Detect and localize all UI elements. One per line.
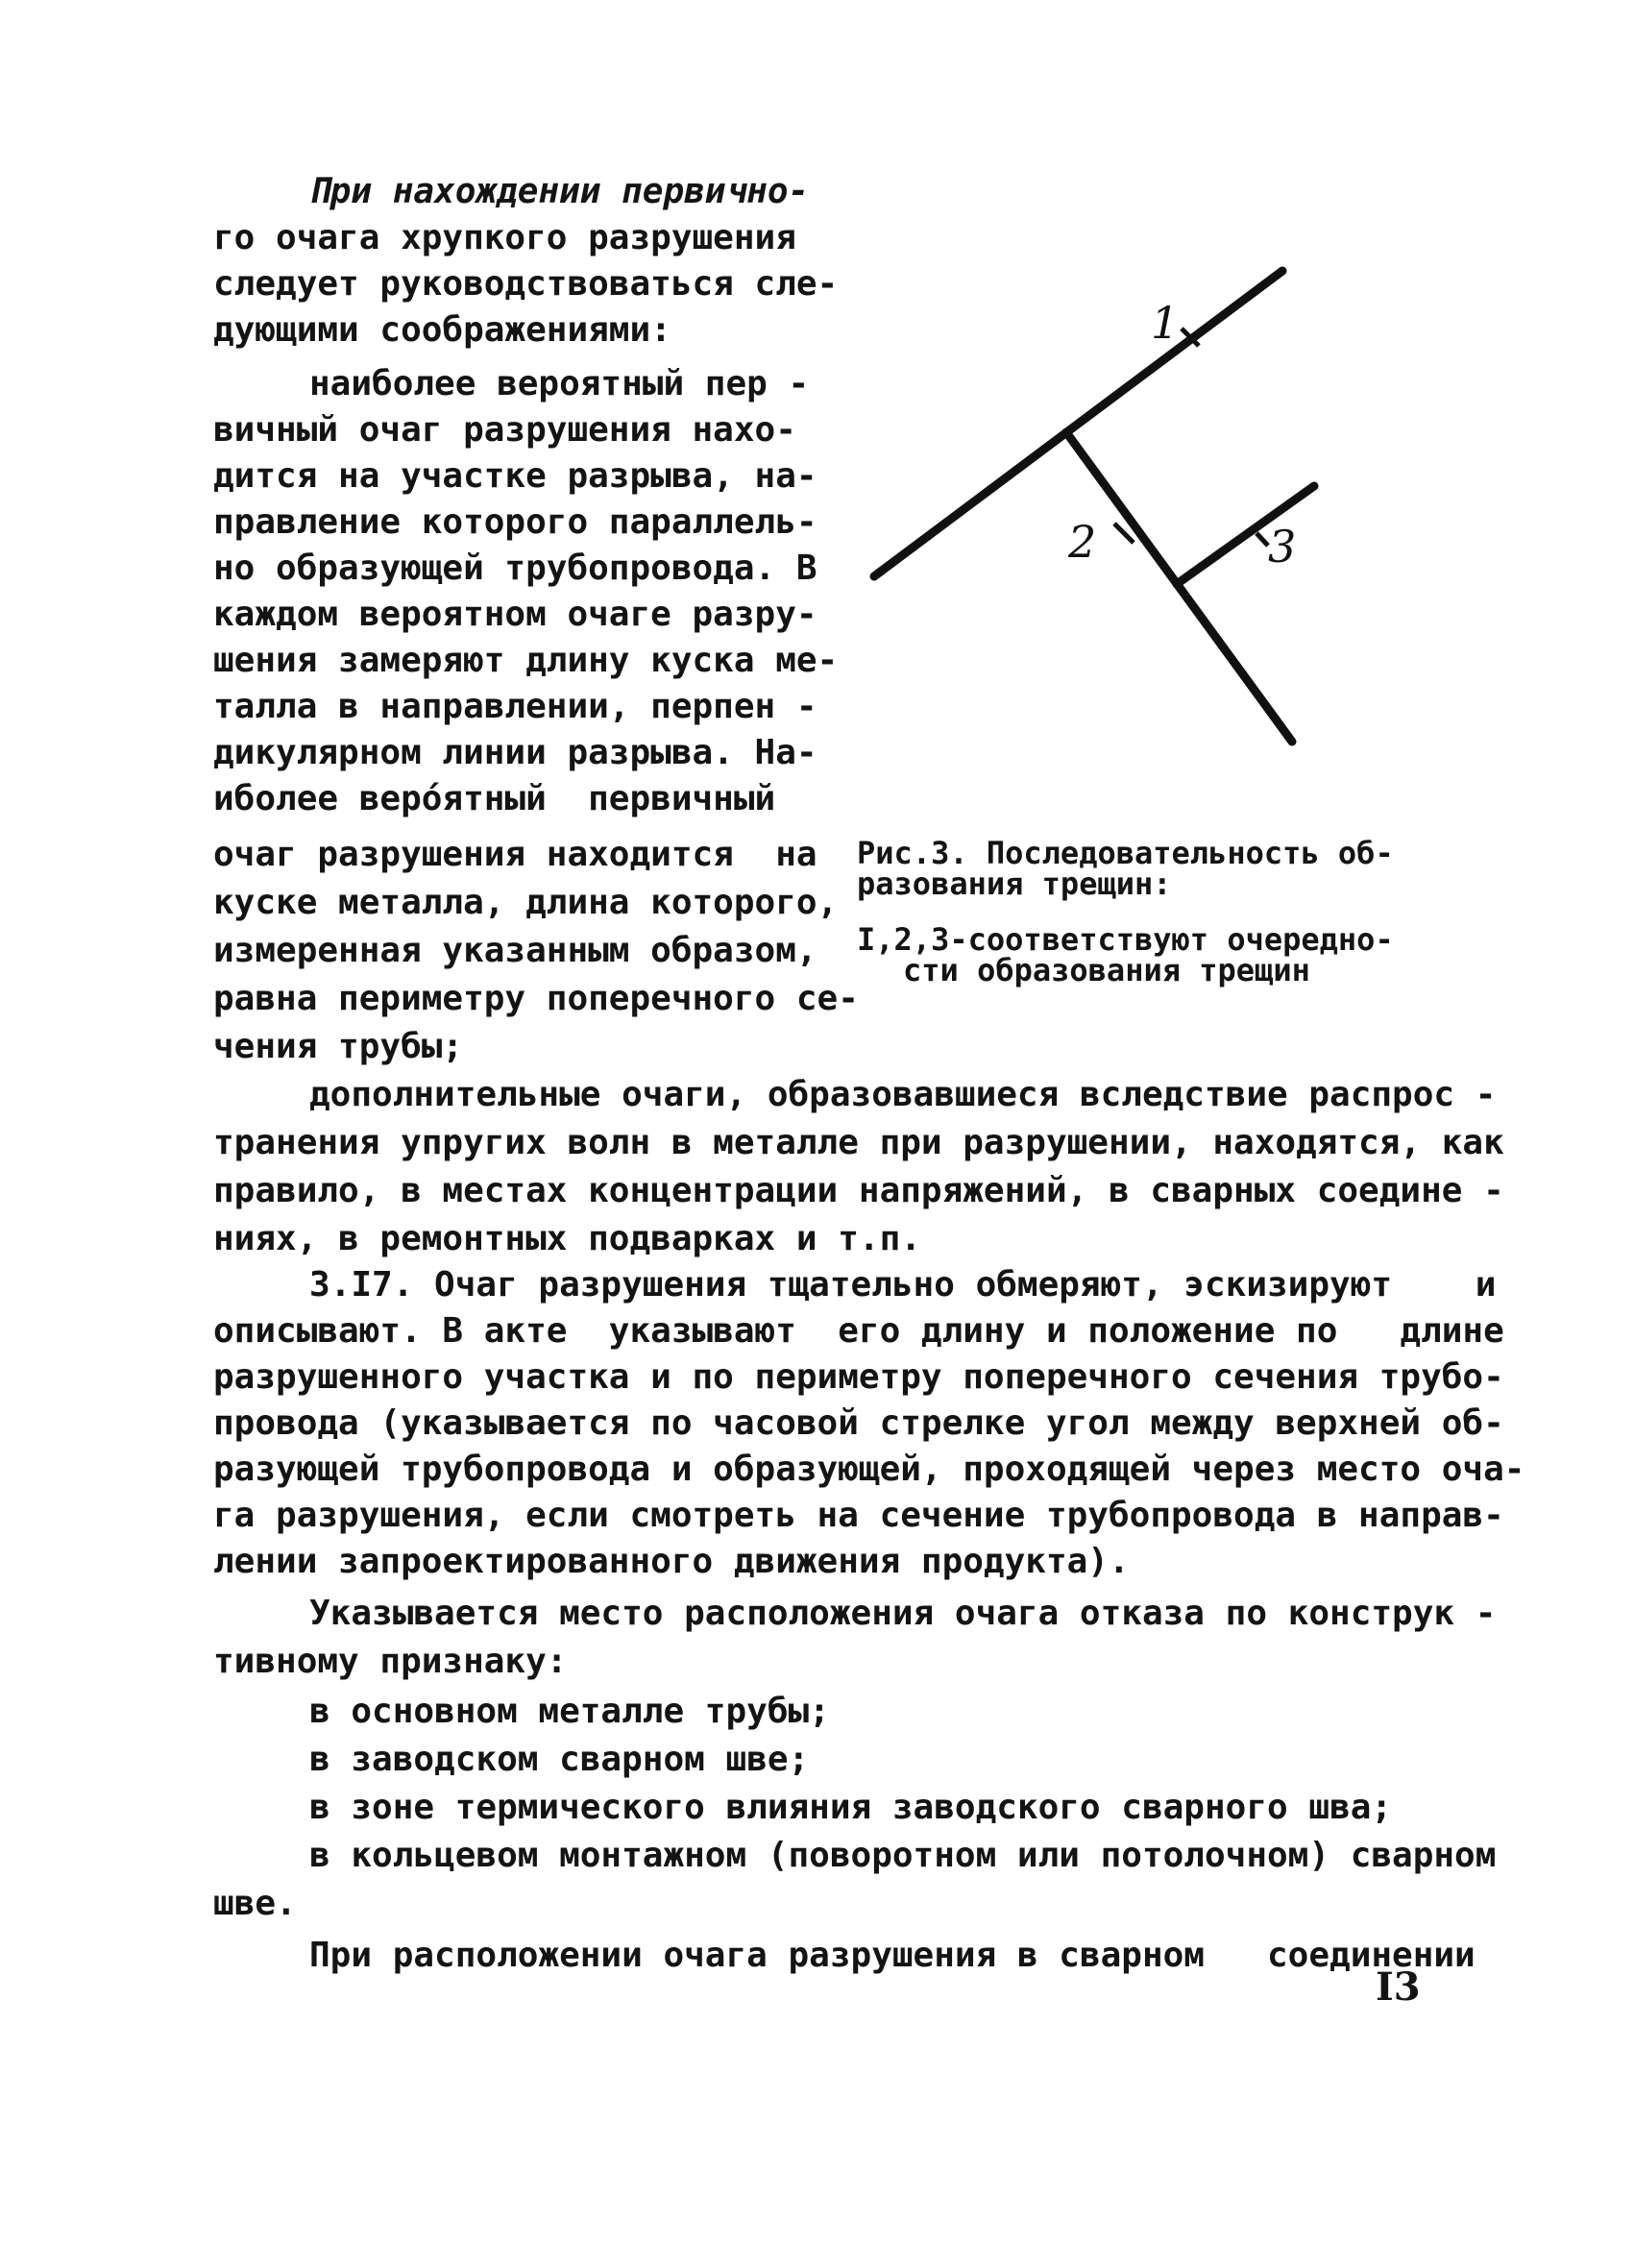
text-line: талла в направлении, перпен - [213,687,817,726]
text-line: ниях, в ремонтных подварках и т.п. [213,1219,921,1258]
text-line: иболее верóятный первичный [213,779,776,818]
page-number: I3 [1376,1964,1421,2010]
text-line: дополнительные очаги, образовавшиеся вследствие распрос - [309,1075,1497,1114]
text-line: разующей трубопровода и образующей, проходящей через место оча- [213,1450,1525,1489]
text-line: шве. [213,1884,297,1923]
text-line: дующими соображениями: [213,310,671,350]
text-line: разрушенного участка и по периметру поперечного сечения трубо- [213,1357,1504,1397]
text-line: При расположении очага разрушения в сварном соединении [309,1936,1475,1975]
label-1: 1 [1151,297,1180,349]
text-line: тивному признаку: [213,1642,568,1681]
text-line: га разрушения, если смотреть на сечение трубопровода в направ- [213,1496,1504,1535]
text-line: описывают. В акте указывают его длину и положение по длине [213,1311,1504,1351]
text-line: дится на участке разрыва, на- [213,456,817,496]
text-line: лении запроектированного движения продукта). [213,1542,1130,1581]
crack-sequence-figure [845,250,1383,768]
text-line: каждом вероятном очаге разру- [213,595,817,634]
text-line: правление которого параллель- [213,502,817,542]
text-line: в основном металле трубы; [309,1692,830,1731]
text-line: Указывается место расположения очага отказа по конструк - [309,1594,1497,1633]
text-line: в кольцевом монтажном (поворотном или потолочном) сварном [309,1836,1497,1875]
text-line: очаг разрушения находится на [213,835,817,874]
caption-line: Рис.3. Последовательность об- [857,835,1394,871]
caption-line: сти образования трещин [903,952,1310,988]
caption-line: разования трещин: [857,866,1172,902]
text-line: в заводском сварном шве; [309,1740,810,1779]
text-line: куске металла, длина которого, [213,883,839,922]
text-line: в зоне термического влияния заводского сварного шва; [309,1788,1393,1827]
text-line: правило, в местах концентрации напряжений, в сварных соедине - [213,1171,1504,1210]
text-line: шения замеряют длину куска ме- [213,641,839,680]
text-line: измеренная указанным образом, [213,931,817,970]
text-line: следует руководствоваться сле- [213,264,839,304]
text-line: но образующей трубопровода. В [213,549,817,588]
label-3: 3 [1268,521,1297,573]
text-line: провода (указывается по часовой стрелке угол между верхней об- [213,1403,1504,1443]
text-line: транения упругих волн в металле при разрушении, находятся, как [213,1123,1504,1162]
text-line: чения трубы; [213,1027,464,1066]
text-line: равна периметру поперечного се- [213,979,859,1018]
label-2: 2 [1068,516,1097,568]
caption-line: I,2,3-соответствуют очередно- [857,921,1394,958]
text-line: вичный очаг разрушения нахо- [213,410,796,450]
text-line: дикулярном линии разрыва. На- [213,733,817,772]
text-line: 3.I7. Очаг разрушения тщательно обмеряют, эскизируют и [309,1265,1497,1305]
label-3-tick [1256,533,1268,546]
text-line: го очага хрупкого разрушения [213,218,796,257]
text-line: При нахождении первично- [309,172,810,211]
text-line: наиболее вероятный пер - [309,364,810,403]
